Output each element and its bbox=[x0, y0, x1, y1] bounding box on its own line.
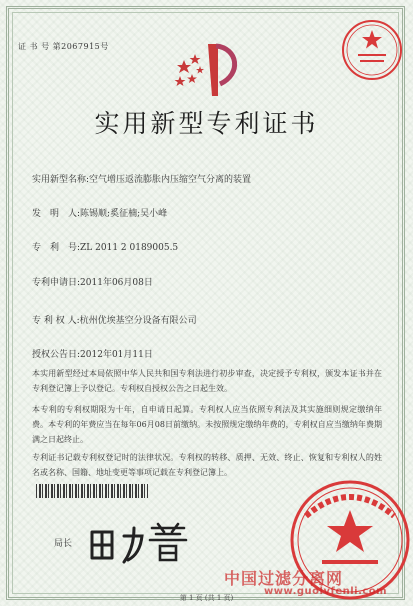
grant-date-value: 2012年01月11日 bbox=[80, 350, 153, 360]
watermark-site-url: www.guolvfenli.com bbox=[264, 586, 388, 597]
body-paragraph-2: 本专利的专利权期限为十年，自申请日起算。专利权人应当依照专利法及其实施细则规定缴纳年费。本专利的年费应当在每年06月08日前缴纳。未按照规定缴纳年费的，专利权自应当缴纳年费期满之日起终止。 bbox=[32, 405, 382, 444]
patent-number-label: 专 利 号: bbox=[32, 243, 81, 253]
inventor-value: 陈锡顺;奚征楠;吴小峰 bbox=[80, 209, 168, 219]
filing-date-row bbox=[32, 275, 153, 288]
patentee-row bbox=[32, 313, 197, 326]
patent-number-value: ZL 2011 2 0189005.5 bbox=[80, 243, 179, 253]
patentee-value: 杭州优埃基空分设备有限公司 bbox=[79, 316, 197, 326]
filing-date-value: 2011年06月08日 bbox=[80, 278, 153, 288]
utility-model-name-row bbox=[32, 172, 251, 185]
certificate-number: 证 书 号 第2067915号 bbox=[18, 42, 109, 51]
barcode bbox=[36, 484, 148, 498]
certificate-title: 实用新型专利证书 bbox=[94, 109, 319, 138]
utility-model-name-label: 实用新型名称: bbox=[32, 175, 90, 185]
patent-number-row bbox=[32, 240, 178, 253]
small-seal-stamp bbox=[340, 18, 404, 82]
watermark-site-name: 中国过滤分离网 bbox=[224, 569, 344, 588]
page-number: 第 1 页 (共 1 页) bbox=[179, 594, 234, 602]
inventor-row bbox=[32, 206, 167, 219]
grant-date-row bbox=[32, 347, 153, 360]
patent-office-logo-icon bbox=[168, 40, 248, 100]
grant-date-label: 授权公告日: bbox=[32, 350, 81, 360]
body-paragraph-3: 专利证书记载专利权登记时的法律状况。专利权的转移、质押、无效、终止、恢复和专利权人的姓名或名称、国籍、地址变更等事项记载在专利登记簿上。 bbox=[32, 453, 382, 477]
filing-date-label: 专利申请日: bbox=[32, 278, 81, 288]
utility-model-name-value: 空气增压返流膨胀内压缩空气分离的装置 bbox=[89, 175, 252, 185]
director-signature bbox=[84, 518, 194, 566]
inventor-label: 发 明 人: bbox=[32, 209, 81, 219]
patentee-label: 专 利 权 人: bbox=[32, 316, 80, 326]
director-label: 局长 bbox=[54, 539, 73, 549]
body-paragraph-1: 本实用新型经过本局依照中华人民共和国专利法进行初步审查，决定授予专利权，颁发本证书并在专利登记簿上予以登记。专利权自授权公告之日起生效。 bbox=[32, 369, 382, 393]
